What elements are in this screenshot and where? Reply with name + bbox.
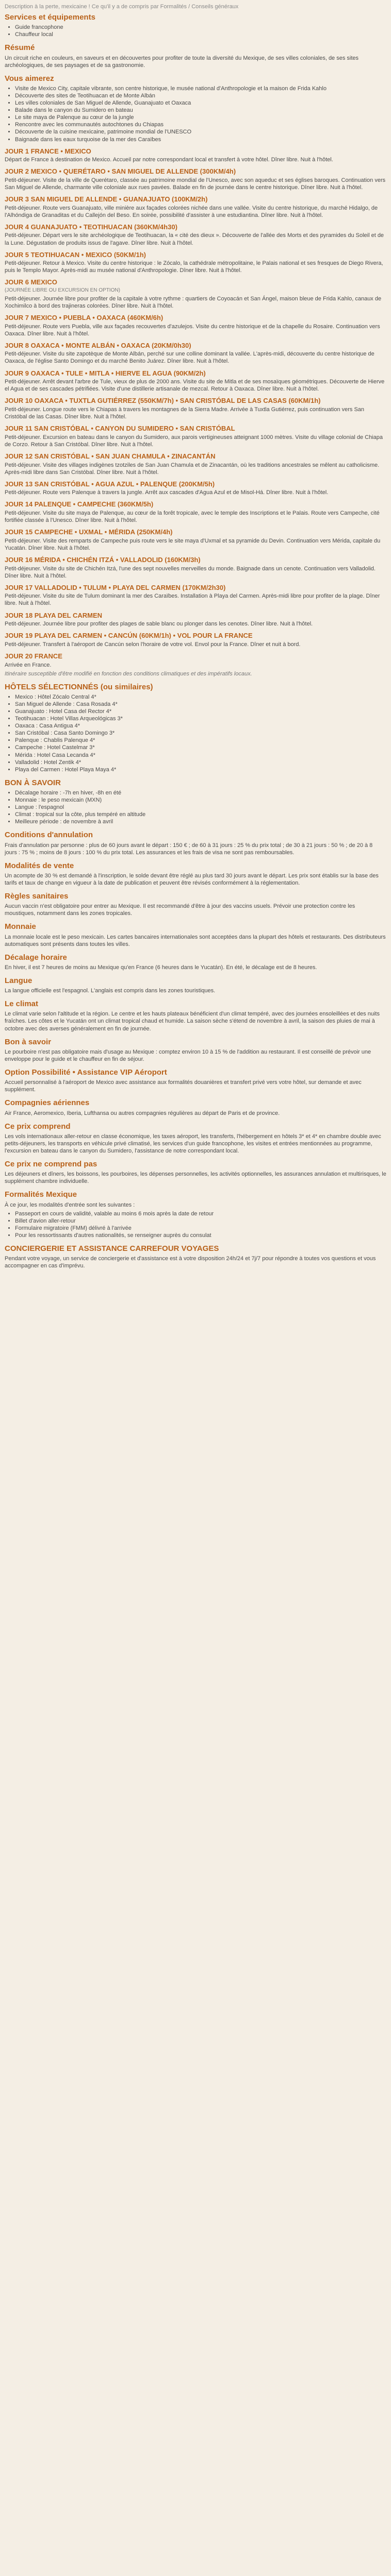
list-item: • Meilleure période : de novembre à avril <box>15 818 386 825</box>
conditions-title: Conditions d'annulation <box>5 831 93 840</box>
day-text: Petit-déjeuner. Arrêt devant l'arbre de Tule, vieux de plus de 2000 ans. Visite du site de Mitla et de ses mosaïques géométriques. Découverte de Hierve el Agua et de ses cascades pétrifiées. Visite d'une distillerie artisanale de mezcal. Retour à Oaxaca. Dîner libre. Nuit à l'hôtel. <box>5 379 385 393</box>
list-item: • Rencontre avec les communautés autochtones du Chiapas <box>15 121 386 128</box>
day-text: Petit-déjeuner. Journée libre pour profiter de la capitale à votre rythme : quartiers de Coyoacán et San Ángel, maison bleue de Frida Kahlo, canaux de Xochimilco à bord des trajineras colorées. Dîner libre. Nuit à l'hôtel. <box>5 295 382 309</box>
list-item: • Monnaie : le peso mexicain (MXN) <box>15 796 386 804</box>
day-text: Petit-déjeuner. Retour à Mexico. Visite du centre historique : le Zócalo, la cathédrale métropolitaine, le Palais national et ses fresques de Diego Rivera, puis le Templo Mayor. Après-midi au musée national d'Anthropologie. Dîner libre. Nuit à l'hôtel. <box>5 260 383 274</box>
conciergerie-text: Pendant votre voyage, un service de conciergerie et d'assistance est à votre disposition 24h/24 et 7j/7 pour répondre à toutes vos questions et vous accompagner en cas d'imprévu. <box>5 1256 376 1269</box>
services-list <box>5 24 386 38</box>
savoir-vivre-title: Bon à savoir <box>5 1037 52 1046</box>
list-item: • Valladolid : Hotel Zentik 4* <box>15 759 386 766</box>
day-title: JOUR 4 GUANAJUATO • TEOTIHUACAN (360KM/4h30) <box>5 223 177 231</box>
bon-savoir-section <box>5 778 386 826</box>
conditions-section <box>5 830 386 856</box>
conciergerie-section <box>5 1244 386 1269</box>
list-item: • San Cristóbal : Casa Santo Domingo 3* <box>15 730 386 737</box>
day-text: Petit-déjeuner. Journée libre pour profiter des plages de sable blanc ou plonger dans les cenotes. Dîner libre. Nuit à l'hôtel. <box>5 621 313 628</box>
list-item: • Visite de Mexico City, capitale vibrante, son centre historique, le musée national d'Anthropologie et la maison de Frida Kahlo <box>15 85 386 92</box>
option-section <box>5 1067 386 1093</box>
non-compris-text: Les déjeuners et dîners, les boissons, les pourboires, les dépenses personnelles, les activités optionnelles, les assurances annulation et multirisques, le supplément chambre individuelle. <box>5 1171 386 1185</box>
list-item: • Guanajuato : Hotel Casa del Rector 4* <box>15 708 386 715</box>
list-item: • Les villes coloniales de San Miguel de Allende, Guanajuato et Oaxaca <box>15 99 386 107</box>
day-text: Petit-déjeuner. Longue route vers le Chiapas à travers les montagnes de la Sierra Madre. Arrivée à Tuxtla Gutiérrez, puis continuation vers San Cristóbal de las Casas. Dîner libre. Nuit à l'hôtel. <box>5 406 365 420</box>
day-text: Petit-déjeuner. Route vers Guanajuato, ville minière aux façades colorées nichée dans une vallée. Visite du centre historique, du marché Hidalgo, de l'Alhóndiga de Granaditas et du Callejón del Beso. En soirée, possibilité d'assister à une estudiantina. Dîner libre. Nuit à l'hôtel. <box>5 205 378 218</box>
hotels-title: HÔTELS SÉLECTIONNÉS (ou similaires) <box>5 682 153 691</box>
day-text: Arrivée en France. <box>5 662 52 668</box>
compagnies-section <box>5 1098 386 1116</box>
bon-savoir-list <box>5 789 386 825</box>
day-title: JOUR 5 TEOTIHUACAN • MEXICO (50KM/1h) <box>5 250 146 259</box>
list-item: • Oaxaca : Casa Antigua 4* <box>15 722 386 730</box>
hotels-list <box>5 693 386 773</box>
monnaie-title: Monnaie <box>5 922 36 931</box>
aimerez-list <box>5 85 386 143</box>
day-title: JOUR 12 SAN CRISTÓBAL • SAN JUAN CHAMULA • ZINACANTÁN <box>5 452 216 460</box>
list-item: • Pour les ressortissants d'autres nationalités, se renseigner auprès du consulat <box>15 1232 386 1239</box>
list-item: • Décalage horaire : -7h en hiver, -8h en été <box>15 789 386 796</box>
day-title: JOUR 15 CAMPECHE • UXMAL • MÉRIDA (250KM/4h) <box>5 528 173 536</box>
conciergerie-title: CONCIERGERIE ET ASSISTANCE CARREFOUR VOYAGES <box>5 1244 219 1253</box>
day-title: JOUR 20 FRANCE <box>5 652 62 660</box>
day-title: JOUR 2 MEXICO • QUERÉTARO • SAN MIGUEL DE ALLENDE (300KM/4h) <box>5 167 236 176</box>
day-text: Départ de France à destination de Mexico. Accueil par notre correspondant local et transfert à votre hôtel. Dîner libre. Nuit à l'hôtel. <box>5 157 333 163</box>
modalites-text: Un acompte de 30 % est demandé à l'inscription, le solde devant être réglé au plus tard 30 jours avant le départ. Les prix sont établis sur la base des tarifs et taux de change en vigueur à la date de publication et peuvent être révisés conformément à la réglementation. <box>5 872 379 886</box>
day-title: JOUR 7 MEXICO • PUEBLA • OAXACA (460KM/6h) <box>5 313 164 321</box>
regles-section <box>5 891 386 917</box>
option-title: Option Possibilité • Assistance VIP Aéroport <box>5 1067 167 1077</box>
compris-text: Les vols internationaux aller-retour en classe économique, les taxes aéroport, les transferts, l'hébergement en hôtels 3* et 4* en chambre double avec petits-déjeuners, les transports en véhicule privé climatisé, les services d'un guide francophone, les visites et entrées mentionnées au programme, l'excursion en bateau dans le canyon du Sumidero, l'assistance de notre correspondant local. <box>5 1133 381 1154</box>
day-title: JOUR 1 FRANCE • MEXICO <box>5 147 91 155</box>
hotels-section <box>5 682 386 773</box>
langue-text: La langue officielle est l'espagnol. L'anglais est compris dans les zones touristiques. <box>5 988 216 994</box>
day-text: Petit-déjeuner. Transfert à l'aéroport de Cancún selon l'horaire de votre vol. Envol pour la France. Dîner et nuit à bord. <box>5 641 301 648</box>
non-compris-section <box>5 1159 386 1185</box>
day-title: JOUR 13 SAN CRISTÓBAL • AGUA AZUL • PALENQUE (200KM/5h) <box>5 480 215 488</box>
day-title: JOUR 16 MÉRIDA • CHICHÉN ITZÁ • VALLADOLID (160KM/3h) <box>5 555 201 564</box>
langue-section <box>5 976 386 994</box>
list-item: • Mexico : Hôtel Zócalo Central 4* <box>15 693 386 701</box>
itinerary-notice: Itinéraire susceptible d'être modifié en fonction des conditions climatiques et des impératifs locaux. <box>5 670 252 677</box>
regles-text: Aucun vaccin n'est obligatoire pour entrer au Mexique. Il est recommandé d'être à jour des vaccins usuels. Prévoir une protection contre les moustiques, notamment dans les zones tropicales. <box>5 903 355 917</box>
day-title: JOUR 18 PLAYA DEL CARMEN <box>5 611 103 619</box>
list-item: • Le site maya de Palenque au cœur de la jungle <box>15 114 386 121</box>
formalites-subtitle: À ce jour, les modalités d'entrée sont les suivantes : <box>5 1201 135 1208</box>
aimerez-title: Vous aimerez <box>5 74 54 83</box>
day-text: Petit-déjeuner. Visite de la ville de Querétaro, classée au patrimoine mondial de l'Unesco, avec son aqueduc et ses églises baroques. Continuation vers San Miguel de Allende, charmante ville coloniale aux rues pavées. Balade en fin de journée dans le centre historique. Dîner libre. Nuit à l'hôtel. <box>5 177 386 191</box>
bon-savoir-title: BON À SAVOIR <box>5 778 61 787</box>
monnaie-text: La monnaie locale est le peso mexicain. Les cartes bancaires internationales sont acceptées dans la plupart des hôtels et restaurants. Des distributeurs automatiques sont présents dans toutes les villes. <box>5 934 386 947</box>
intro-line: Description à la perte, mexicaine ! Ce qu'il y a de compris par Formalités / Conseils généraux <box>5 4 239 10</box>
list-item: • Passeport en cours de validité, valable au moins 6 mois après la date de retour <box>15 1210 386 1217</box>
day-title: JOUR 6 MEXICO <box>5 278 57 286</box>
decalage-title: Décalage horaire <box>5 953 67 962</box>
day-title: JOUR 10 OAXACA • TUXTLA GUTIÉRREZ (550KM/7h) • SAN CRISTÓBAL DE LAS CASAS (60KM/1h) <box>5 397 321 405</box>
day-title: JOUR 11 SAN CRISTÓBAL • CANYON DU SUMIDERO • SAN CRISTÓBAL <box>5 425 235 433</box>
climat-text: Le climat varie selon l'altitude et la région. Le centre et les hauts plateaux bénéficient d'un climat tempéré, avec des journées ensoleillées et des nuits fraîches. Les côtes et le Yucatán ont un climat tropical chaud et humide. La saison sèche s'étend de novembre à avril, la saison des pluies de mai à octobre avec des averses généralement en fin de journée. <box>5 1011 380 1032</box>
day-title: JOUR 3 SAN MIGUEL DE ALLENDE • GUANAJUATO (100KM/2h) <box>5 195 208 204</box>
services-title: Services et équipements <box>5 13 95 22</box>
list-item: • Guide francophone <box>15 24 386 31</box>
day-text: Petit-déjeuner. Départ vers le site archéologique de Teotihuacan, la « cité des dieux ». Découverte de l'allée des Morts et des pyramides du Soleil et de la Lune. Dégustation de produits issus de l'agave. Dîner libre. Nuit à l'hôtel. <box>5 232 384 246</box>
list-item: • Formulaire migratoire (FMM) délivré à l'arrivée <box>15 1225 386 1232</box>
resume-title: Résumé <box>5 43 35 53</box>
day-text: Petit-déjeuner. Visite du site maya de Palenque, au cœur de la forêt tropicale, avec le temple des Inscriptions et le Palais. Route vers Campeche, cité fortifiée classée à l'Unesco. Dîner libre. Nuit à l'hôtel. <box>5 510 380 524</box>
aimerez-section <box>5 74 386 143</box>
day-text: Petit-déjeuner. Visite des remparts de Campeche puis route vers le site maya d'Uxmal et sa pyramide du Devin. Continuation vers Mérida, capitale du Yucatán. Dîner libre. Nuit à l'hôtel. <box>5 537 381 551</box>
compagnies-title: Compagnies aériennes <box>5 1098 90 1108</box>
resume-text: Un circuit riche en couleurs, en saveurs et en découvertes pour profiter de toute la diversité du Mexique, de ses villes coloniales, de ses sites archéologiques, de ses paysages et de sa gastronomie. <box>5 55 359 69</box>
list-item: • Baignade dans les eaux turquoise de la mer des Caraïbes <box>15 136 386 143</box>
list-item: • Découverte de la cuisine mexicaine, patrimoine mondial de l'UNESCO <box>15 128 386 135</box>
day-text: Petit-déjeuner. Route vers Puebla, ville aux façades recouvertes d'azulejos. Visite du centre historique et de la chapelle du Rosaire. Continuation vers Oaxaca. Dîner libre. Nuit à l'hôtel. <box>5 323 380 337</box>
day-title: JOUR 19 PLAYA DEL CARMEN • CANCÚN (60KM/1h) • VOL POUR LA FRANCE <box>5 632 253 640</box>
list-item: • Chauffeur local <box>15 31 386 38</box>
day-title: JOUR 8 OAXACA • MONTE ALBÁN • OAXACA (20KM/0h30) <box>5 341 191 349</box>
page <box>0 0 391 1269</box>
day-text: Petit-déjeuner. Visite des villages indigènes tzotziles de San Juan Chamula et de Zinacantán, où les traditions ancestrales se mêlent au catholicisme. Après-midi libre dans San Cristóbal. Dîner libre. Nuit à l'hôtel. <box>5 462 380 476</box>
formalites-title: Formalités Mexique <box>5 1190 77 1199</box>
compagnies-text: Air France, Aeromexico, Iberia, Lufthansa ou autres compagnies régulières au départ de Paris et de province. <box>5 1110 280 1116</box>
list-item: • Découverte des sites de Teotihuacan et de Monte Albán <box>15 92 386 99</box>
langue-title: Langue <box>5 976 32 985</box>
list-item: • Mérida : Hotel Casa Lecanda 4* <box>15 752 386 759</box>
day-title: JOUR 9 OAXACA • TULE • MITLA • HIERVE EL AGUA (90KM/2h) <box>5 369 206 377</box>
list-item: • Playa del Carmen : Hotel Playa Maya 4* <box>15 766 386 773</box>
day-text: Petit-déjeuner. Excursion en bateau dans le canyon du Sumidero, aux parois vertigineuses atteignant 1000 mètres. Visite du village colonial de Chiapa de Corzo. Retour à San Cristóbal. Dîner libre. Nuit à l'hôtel. <box>5 434 383 448</box>
list-item: • Teotihuacan : Hotel Villas Arqueológicas 3* <box>15 715 386 722</box>
compris-title: Ce prix comprend <box>5 1122 71 1131</box>
day-text: Petit-déjeuner. Route vers Palenque à travers la jungle. Arrêt aux cascades d'Agua Azul et de Misol-Há. Dîner libre. Nuit à l'hôtel. <box>5 489 329 496</box>
modalites-title: Modalités de vente <box>5 861 74 870</box>
list-item: • San Miguel de Allende : Casa Rosada 4* <box>15 701 386 708</box>
list-item: • Campeche : Hotel Castelmar 3* <box>15 744 386 751</box>
day-title: JOUR 17 VALLADOLID • TULUM • PLAYA DEL CARMEN (170KM/2h30) <box>5 583 226 591</box>
day-subtitle: (JOURNÉE LIBRE OU EXCURSION EN OPTION) <box>5 287 120 294</box>
compris-section <box>5 1122 386 1155</box>
itinerary <box>5 147 386 677</box>
list-item: • Billet d'avion aller-retour <box>15 1217 386 1225</box>
savoir-vivre-section <box>5 1037 386 1063</box>
decalage-text: En hiver, il est 7 heures de moins au Mexique qu'en France (6 heures dans le Yucatán). En été, le décalage est de 8 heures. <box>5 964 317 971</box>
list-item: • Balade dans le canyon du Sumidero en bateau <box>15 107 386 114</box>
climat-section <box>5 999 386 1032</box>
monnaie-section <box>5 922 386 947</box>
day-text: Petit-déjeuner. Visite du site de Tulum dominant la mer des Caraïbes. Installation à Playa del Carmen. Après-midi libre pour profiter de la plage. Dîner libre. Nuit à l'hôtel. <box>5 593 380 607</box>
climat-title: Le climat <box>5 999 39 1009</box>
formalites-list <box>5 1210 386 1239</box>
decalage-section <box>5 953 386 971</box>
option-text: Accueil personnalisé à l'aéroport de Mexico avec assistance aux formalités douanières et transfert privé vers votre hôtel, sur demande et avec supplément. <box>5 1079 362 1093</box>
modalites-section <box>5 861 386 887</box>
day-title: JOUR 14 PALENQUE • CAMPECHE (360KM/5h) <box>5 500 154 509</box>
list-item: • Langue : l'espagnol <box>15 804 386 811</box>
conditions-text: Frais d'annulation par personne : plus de 60 jours avant le départ : 150 € ; de 60 à 31 jours : 25 % du prix total ; de 30 à 21 jours : 50 % ; de 20 à 8 jours : 75 % ; moins de 8 jours : 100 % du prix total. Les assurances et les frais de visa ne sont pas remboursables. <box>5 842 373 856</box>
formalites-section <box>5 1190 386 1239</box>
regles-title: Règles sanitaires <box>5 892 69 901</box>
list-item: • Palenque : Chablis Palenque 4* <box>15 737 386 744</box>
services-section <box>5 12 386 38</box>
non-compris-title: Ce prix ne comprend pas <box>5 1160 97 1169</box>
list-item: • Climat : tropical sur la côte, plus tempéré en altitude <box>15 811 386 818</box>
resume-section <box>5 43 386 69</box>
day-text: Petit-déjeuner. Visite du site de Chichén Itzá, l'une des sept nouvelles merveilles du monde. Baignade dans un cenote. Continuation vers Valladolid. Dîner libre. Nuit à l'hôtel. <box>5 565 376 579</box>
day-text: Petit-déjeuner. Visite du site zapotèque de Monte Albán, perché sur une colline dominant la vallée. L'après-midi, découverte du centre historique de Oaxaca, de l'église Santo Domingo et du marché Benito Juárez. Dîner libre. Nuit à l'hôtel. <box>5 351 374 365</box>
savoir-vivre-text: Le pourboire n'est pas obligatoire mais d'usage au Mexique : comptez environ 10 à 15 % de l'addition au restaurant. Il est conseillé de prévoir une enveloppe pour le guide et le chauffeur en fin de séjour. <box>5 1048 371 1062</box>
